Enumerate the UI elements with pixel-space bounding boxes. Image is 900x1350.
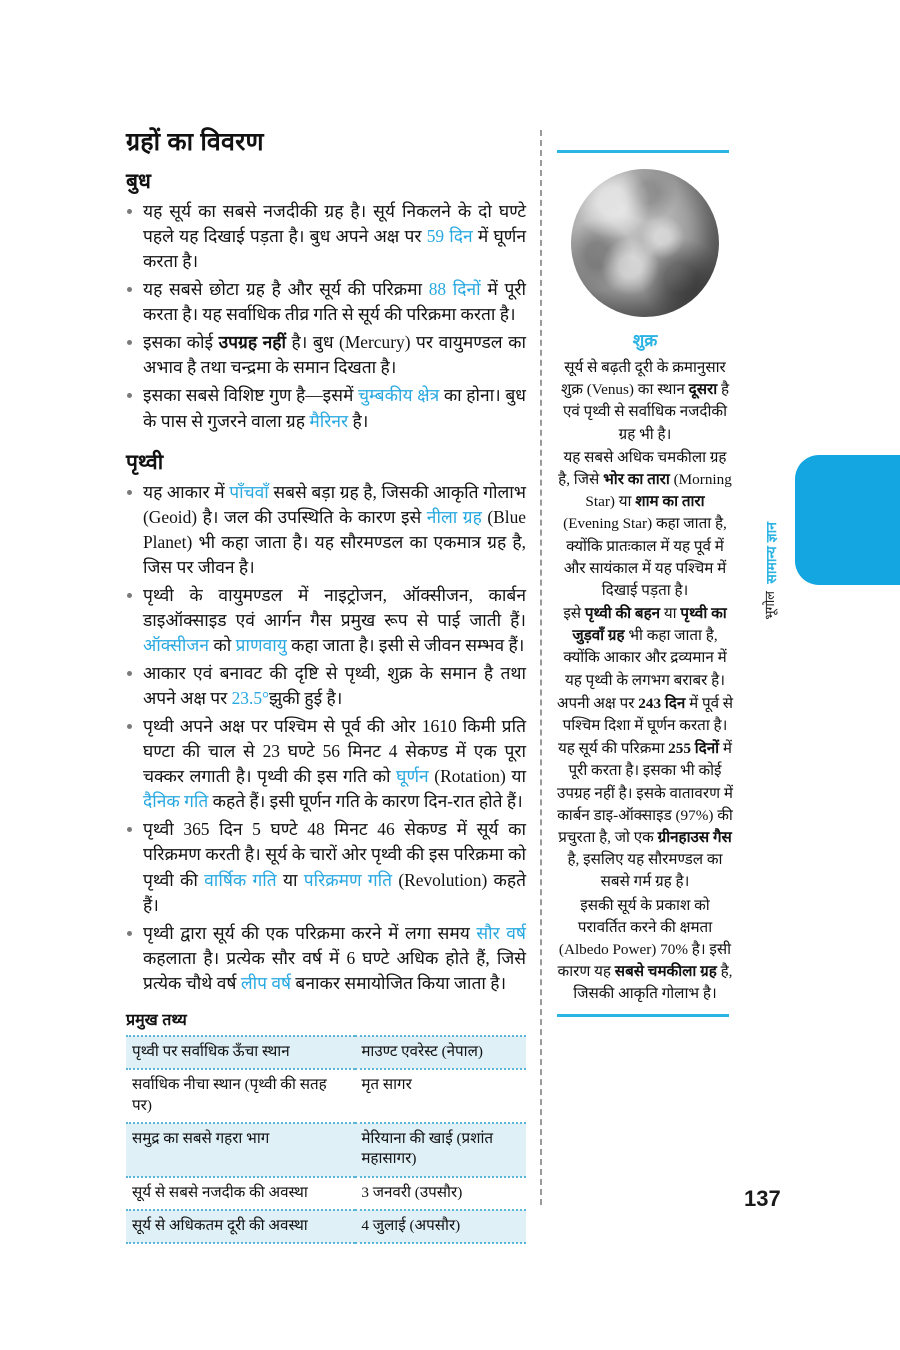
bold-term: ग्रीनहाउस गैस [657,828,732,846]
table-cell-value: माउण्ट एवरेस्ट (नेपाल) [361,1042,483,1060]
highlight-term: चुम्बकीय क्षेत्र [357,385,440,406]
list-item: इसका कोई उपग्रह नहीं है। बुध (Mercury) पर वायुमण्डल का अभाव है तथा चन्द्रमा के समान दिखता है। [126,330,526,380]
sidebar-paragraph: इसे पृथ्वी की बहन या पृथ्वी का जुड़वाँ ग्रह भी कहा जाता है, क्योंकि आकार और द्रव्यमान में यह पृथ्वी के लगभग बराबर है। [563,605,727,689]
section-heading-prithvi: पृथ्वी [126,450,164,474]
edge-tab-shape [795,455,900,585]
highlight-term: ऑक्सीजन [143,634,209,655]
bold-term: 255 दिनों [668,740,720,758]
highlight-term: 59 दिन [426,226,473,247]
list-item: पृथ्वी द्वारा सूर्य की एक परिक्रमा करने में लगा समय सौर वर्ष कहलाता है। प्रत्येक सौर वर्ष में 6 घण्टे अधिक होते हैं, जिसे प्रत्येक चौथे वर्ष लीप वर्ष बनाकर समायोजित किया जाता है। [126,921,526,996]
sidebar-paragraph: अपनी अक्ष पर 243 दिन में पूर्व से पश्चिम दिशा में घूर्णन करता है। [556,694,734,734]
highlight-term: घूर्णन [396,766,429,787]
highlight-term: पाँचवाँ [229,481,269,502]
list-item: यह आकार में पाँचवाँ सबसे बड़ा ग्रह है, जिसकी आकृति गोलाभ (Geoid) है। जल की उपस्थिति के कारण इसे नीला ग्रह (Blue Planet) भी कहा जाता है। यह सौरमण्डल का एकमात्र ग्रह है, जिस पर जीवन है। [126,480,526,580]
table-cell-value: 4 जुलाई (अपसौर) [361,1216,461,1234]
table-row [126,1210,526,1243]
table-row [126,1177,526,1210]
table-cell-value: मेरियाना की खाई (प्रशांत महासागर) [361,1129,494,1168]
bullet-list-prithvi [126,480,526,996]
bullet-list-budh [126,199,526,434]
table-cell-value: मृत सागर [361,1076,412,1094]
table-cell-key: सर्वाधिक नीचा स्थान (पृथ्वी की सतह पर) [132,1076,327,1114]
highlight-term: सौर वर्ष [476,922,526,943]
bold-term: दूसरा [688,381,718,399]
facts-table [126,1035,526,1245]
list-item: पृथ्वी के वायुमण्डल में नाइट्रोजन, ऑक्सीजन, कार्बन डाइऑक्साइड एवं आर्गन गैस प्रमुख रूप से पाई जाती हैं। ऑक्सीजन को प्राणवायु कहा जाता है। इसी से जीवन सम्भव हैं। [126,583,526,658]
planet-caption: शुक्र [632,331,658,350]
highlight-term: मैरिनर [309,410,349,431]
highlight-term: दैनिक गति [143,791,209,812]
bold-term: 243 दिन [638,694,686,712]
sidebar-top-rule [557,150,729,153]
list-item: यह सबसे छोटा ग्रह है और सूर्य की परिक्रमा 88 दिनों में पूरी करता है। यह सर्वाधिक तीव्र गति से सूर्य की परिक्रमा करता है। [126,277,526,327]
table-row [126,1069,526,1123]
sidebar-paragraph: यह सूर्य की परिक्रमा 255 दिनों में पूरी करता है। इसका भी कोई उपग्रह नहीं है। इसके वातावरण में कार्बन डाइ-ऑक्साइड (97%) की प्रचुरता है, जो एक ग्रीनहाउस गैस है, इसलिए यह सौरमण्डल का सबसे गर्म ग्रह है। [557,740,733,891]
facts-table-title: प्रमुख तथ्य [126,1011,187,1029]
sidebar-body [556,357,734,1005]
bold-term: शाम का तारा [635,493,705,511]
sidebar-paragraph: इसकी सूर्य के प्रकाश को परावर्तित करने की क्षमता (Albedo Power) 70% है। इसी कारण यह सबसे चमकीला ग्रह है, जिसकी आकृति गोलाभ है। [557,896,733,1003]
bold-term: पृथ्वी का जुड़वाँ ग्रह [572,605,727,645]
sidebar-bottom-rule [557,1014,729,1017]
highlight-term: 23.5° [231,688,269,709]
table-cell-value: 3 जनवरी (उपसौर) [361,1183,463,1201]
list-item: यह सूर्य का सबसे नजदीकी ग्रह है। सूर्य निकलने के दो घण्टे पहले यह दिखाई पड़ता है। बुध अपने अक्ष पर 59 दिन में घूर्णन करता है। [126,199,526,274]
edge-tab-label-primary: सामान्य ज्ञान [762,521,779,584]
section-heading-budh: बुध [126,170,151,193]
planet-sphere [571,169,719,317]
sidebar-paragraph: यह सबसे अधिक चमकीला ग्रह है, जिसे भोर का तारा (Morning Star) या शाम का तारा (Evening Star) कहा जाता है, क्योंकि प्रातःकाल में यह पूर्व में और सायंकाल में यह पश्चिम में दिखाई पड़ता है। [558,448,732,599]
page-number: 137 [744,1186,781,1211]
highlight-term: 88 दिनों [428,279,481,300]
table-cell-key: सूर्य से सबसे नजदीक की अवस्था [132,1183,308,1201]
table-cell-key: समुद्र का सबसे गहरा भाग [132,1129,270,1147]
edge-tab-label-secondary: भूगोल [762,591,777,620]
list-item: आकार एवं बनावट की दृष्टि से पृथ्वी, शुक्र के समान है तथा अपने अक्ष पर 23.5°झुकी हुई है। [126,661,526,711]
page-title: ग्रहों का विवरण [126,128,264,156]
highlight-term: लीप वर्ष [240,972,292,993]
table-cell-key: सूर्य से अधिकतम दूरी की अवस्था [132,1216,308,1234]
venus-photo [556,161,734,324]
list-item: पृथ्वी अपने अक्ष पर पश्चिम से पूर्व की ओर 1610 किमी प्रति घण्टा की चाल से 23 घण्टे 56 मिनट 4 सेकण्ड में एक पूरा चक्कर लगाती है। पृथ्वी की इस गति को घूर्णन (Rotation) या दैनिक गति कहते हैं। इसी घूर्णन गति के कारण दिन-रात होते हैं। [126,714,526,814]
bold-term: सबसे चमकीला ग्रह [614,963,717,981]
table-cell-key: पृथ्वी पर सर्वाधिक ऊँचा स्थान [132,1042,290,1060]
table-row [126,1123,526,1177]
bold-term: पृथ्वी की बहन [584,605,661,623]
list-item: इसका सबसे विशिष्ट गुण है—इसमें चुम्बकीय क्षेत्र का होना। बुध के पास से गुजरने वाला ग्रह मैरिनर है। [126,383,526,433]
sidebar-paragraph: सूर्य से बढ़ती दूरी के क्रमानुसार शुक्र (Venus) का स्थान दूसरा है एवं पृथ्वी से सर्वाधिक नजदीकी ग्रह भी है। [560,359,730,443]
highlight-term: प्राणवायु [235,634,287,655]
bold-term: भोर का तारा [603,470,670,488]
table-row [126,1036,526,1069]
highlight-term: नीला ग्रह [426,506,482,527]
edge-tab-label [757,430,783,620]
highlight-term: परिक्रमण गति [303,869,393,890]
list-item: पृथ्वी 365 दिन 5 घण्टे 48 मिनट 46 सेकण्ड में सूर्य का परिक्रमण करती है। सूर्य के चारों ओर पृथ्वी की इस परिक्रमा को पृथ्वी की वार्षिक गति या परिक्रमण गति (Revolution) कहते हैं। [126,817,526,917]
highlight-term: वार्षिक गति [204,869,277,890]
main-content-column [126,124,526,1244]
column-divider [540,130,542,1205]
sidebar-venus [556,150,734,1017]
bold-term: उपग्रह नहीं [218,332,286,353]
